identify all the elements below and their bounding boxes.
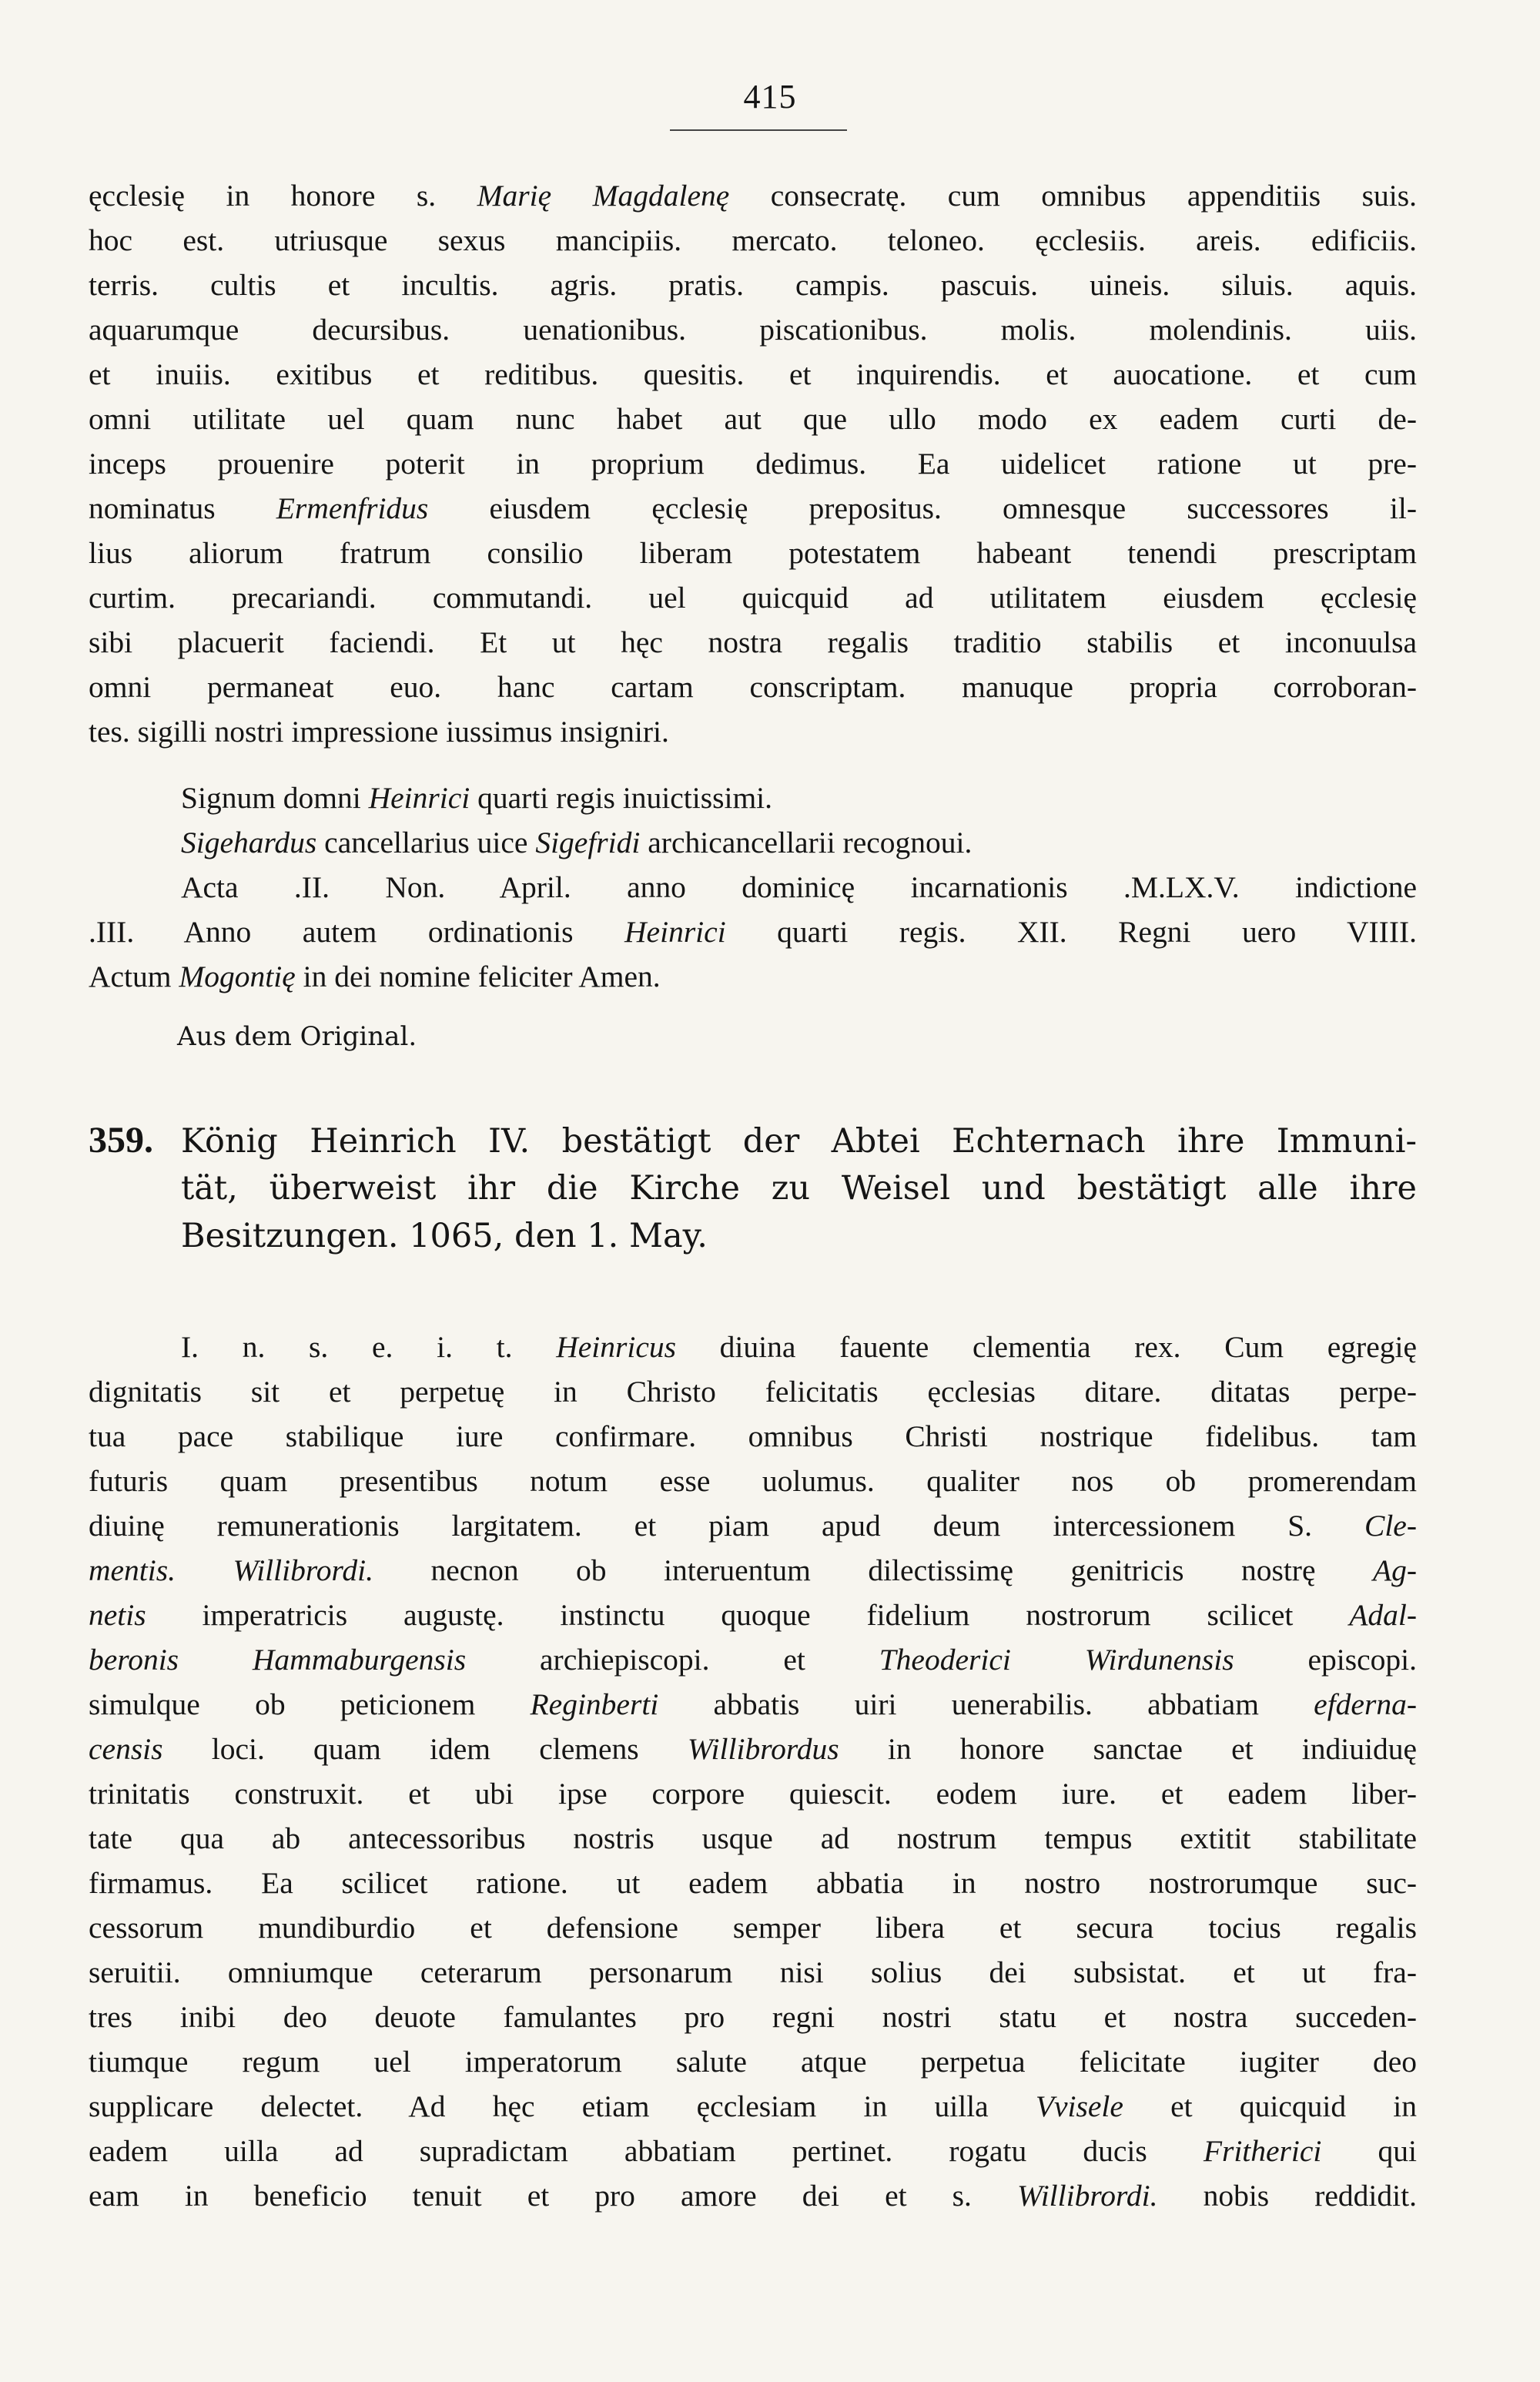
text: diuinę remunerationis largitatem. et piam apud deum intercessionem S. <box>89 1509 1364 1543</box>
signature-line <box>89 820 1417 865</box>
text-line <box>89 307 1417 352</box>
text: omni utilitate uel quam nunc habet aut que ullo modo ex eadem curti de- <box>89 402 1417 436</box>
page-number-rule <box>670 129 847 131</box>
text: archicancellarii recognoui. <box>640 826 973 859</box>
text-line <box>89 2173 1417 2218</box>
text: eadem uilla ad supradictam abbatiam pertinet. rogatu ducis <box>89 2134 1204 2168</box>
text: eam in beneficio tenuit et pro amore dei et s. <box>89 2179 1017 2213</box>
document-heading <box>89 1117 1417 1260</box>
text: Acta .II. Non. April. anno dominicę incarnationis .M.LX.V. indictione <box>181 870 1417 904</box>
text: simulque ob peticionem <box>89 1687 531 1721</box>
italic-text: Sigefridi <box>535 826 641 859</box>
italic-text: Vvisele <box>1035 2089 1123 2123</box>
text: omni permaneat euo. hanc cartam conscriptam. manuque propria corroboran- <box>89 670 1417 704</box>
text: firmamus. Ea scilicet ratione. ut eadem abbatia in nostro nostrorumque suc- <box>89 1866 1417 1900</box>
italic-text: Fritherici <box>1203 2134 1322 2168</box>
text: abbatis uiri uenerabilis. abbatiam <box>658 1687 1314 1721</box>
text: tate qua ab antecessoribus nostris usque ad nostrum tempus extitit stabilitate <box>89 1821 1417 1855</box>
text: in dei nomine feliciter Amen. <box>295 960 661 993</box>
signature-line <box>89 865 1417 910</box>
text-line <box>89 2129 1417 2173</box>
text: tua pace stabilique iure confirmare. omnibus Christi nostrique fidelibus. tam <box>89 1419 1417 1453</box>
text-line <box>89 1637 1417 1682</box>
text: sibi placuerit faciendi. Et ut hęc nostra regalis traditio stabilis et inconuulsa <box>89 625 1417 659</box>
italic-text: Adal- <box>1349 1598 1417 1632</box>
italic-text: Mogontię <box>179 960 296 993</box>
text: aquarumque decursibus. uenationibus. piscationibus. molis. molendinis. uiis. <box>89 313 1417 347</box>
text-line <box>89 1414 1417 1459</box>
text-line <box>89 1548 1417 1593</box>
text: episcopi. <box>1234 1643 1417 1677</box>
text: I. n. s. e. i. t. <box>181 1330 557 1364</box>
italic-text: Ag- <box>1372 1553 1417 1587</box>
signature-line <box>89 776 1417 820</box>
text: diuina fauente clementia rex. Cum egregię <box>675 1330 1417 1364</box>
text: ęcclesię in honore s. <box>89 179 477 213</box>
text: Actum <box>89 960 179 993</box>
text-line <box>89 218 1417 263</box>
text-line <box>89 1503 1417 1548</box>
text: tes. sigilli nostri impressione iussimus insigniri. <box>89 715 669 749</box>
italic-text: Willibrordus <box>687 1732 839 1766</box>
text: tres inibi deo deuote famulantes pro regni nostri statu et nostra succeden- <box>89 2000 1417 2034</box>
text: lius aliorum fratrum consilio liberam potestatem habeant tenendi prescriptam <box>89 536 1417 570</box>
text: curtim. precariandi. commutandi. uel quicquid ad utilitatem eiusdem ęcclesię <box>89 581 1417 615</box>
text-line <box>89 620 1417 665</box>
charter-signatures <box>89 776 1417 999</box>
italic-text: censis <box>89 1732 163 1766</box>
text: nobis reddidit. <box>1157 2179 1417 2213</box>
text: cessorum mundiburdio et defensione semper libera et secura tocius regalis <box>89 1911 1417 1945</box>
text: inceps prouenire poterit in proprium dedimus. Ea uidelicet ratione ut pre- <box>89 447 1417 481</box>
italic-text: Willibrordi. <box>233 1553 374 1587</box>
document-number: 359. <box>89 1120 153 1161</box>
text-line <box>89 709 1417 754</box>
text-line <box>89 441 1417 486</box>
text: futuris quam presentibus notum esse uolumus. qualiter nos ob promerendam <box>89 1464 1417 1498</box>
text: Signum domni <box>181 781 369 815</box>
text-line <box>89 1727 1417 1771</box>
text: terris. cultis et incultis. agris. pratis. campis. pascuis. uineis. siluis. aquis. <box>89 268 1417 302</box>
text-line <box>89 263 1417 307</box>
italic-text: Cle- <box>1364 1509 1417 1543</box>
text: hoc est. utriusque sexus mancipiis. mercato. teloneo. ęcclesiis. areis. edificiis. <box>89 223 1417 257</box>
text-line <box>89 1325 1417 1369</box>
heading-line-3: Besitzungen. 1065, den 1. May. <box>181 1217 708 1255</box>
text-line <box>89 173 1417 218</box>
text: in honore sanctae et indiuiduę <box>839 1732 1417 1766</box>
italic-text: Theoderici Wirdunensis <box>879 1643 1234 1677</box>
heading-line-1 <box>89 1117 1417 1164</box>
text-line <box>89 1459 1417 1503</box>
text: dignitatis sit et perpetuę in Christo felicitatis ęcclesias ditare. ditatas perpe- <box>89 1375 1417 1409</box>
italic-text: mentis. <box>89 1553 176 1587</box>
italic-text: Willibrordi. <box>1016 2179 1158 2213</box>
italic-text: Reginberti <box>530 1687 659 1721</box>
charter-text-continued <box>89 173 1417 754</box>
italic-text: Ermenfridus <box>276 491 429 525</box>
text: imperatricis augustę. instinctu quoque fidelium nostrorum scilicet <box>146 1598 1350 1632</box>
italic-text: beronis Hammaburgensis <box>89 1643 467 1677</box>
text-line <box>89 1771 1417 1816</box>
text-line <box>89 486 1417 531</box>
italic-text: Sigehardus <box>181 826 317 859</box>
text-line <box>89 1905 1417 1950</box>
italic-text: Heinrici <box>368 781 470 815</box>
heading-text: König Heinrich IV. bestätigt der Abtei Echternach ihre Immuni- <box>181 1122 1417 1161</box>
text-line <box>89 1593 1417 1637</box>
text-line <box>89 1995 1417 2039</box>
text: consecratę. cum omnibus appenditiis suis. <box>729 179 1417 213</box>
text: et inuiis. exitibus et reditibus. quesitis. et inquirendis. et auocatione. et cum <box>89 357 1417 391</box>
text-line <box>89 1682 1417 1727</box>
text: et quicquid in <box>1123 2089 1417 2123</box>
text-line <box>89 1816 1417 1861</box>
text <box>176 1553 233 1587</box>
text-line <box>89 665 1417 709</box>
text: .III. Anno autem ordinationis <box>89 915 625 949</box>
text-line <box>89 575 1417 620</box>
text: quarti regis. XII. Regni uero VIIII. <box>725 915 1418 949</box>
text: eiusdem ęcclesię prepositus. omnesque successores il- <box>428 491 1417 525</box>
text-line <box>89 2084 1417 2129</box>
text-line <box>89 1950 1417 1995</box>
italic-text: Marię Magdalenę <box>477 179 730 213</box>
italic-text: efderna- <box>1314 1687 1417 1721</box>
heading-line-2: tät, überweist ihr die Kirche zu Weisel und bestätigt alle ihre <box>181 1169 1417 1208</box>
text-line <box>89 2039 1417 2084</box>
text-line <box>89 531 1417 575</box>
text: seruitii. omniumque ceterarum personarum nisi solius dei subsistat. et ut fra- <box>89 1955 1417 1989</box>
text: cancellarius uice <box>316 826 536 859</box>
text-line <box>89 1369 1417 1414</box>
text: tiumque regum uel imperatorum salute atque perpetua felicitate iugiter deo <box>89 2045 1417 2079</box>
source-note: Aus dem Original. <box>177 1021 417 1052</box>
text-line <box>89 352 1417 397</box>
signature-line <box>89 910 1417 954</box>
text: qui <box>1321 2134 1417 2168</box>
text-line <box>89 397 1417 441</box>
italic-text: Heinricus <box>556 1330 676 1364</box>
italic-text: netis <box>89 1598 146 1632</box>
signature-line <box>89 954 1417 999</box>
page-number: 415 <box>743 78 797 116</box>
text: supplicare delectet. Ad hęc etiam ęcclesiam in uilla <box>89 2089 1036 2123</box>
text: quarti regis inuictissimi. <box>470 781 773 815</box>
text: necnon ob interuentum dilectissimę genitricis nostrę <box>373 1553 1373 1587</box>
italic-text: Heinrici <box>624 915 726 949</box>
text: loci. quam idem clemens <box>162 1732 688 1766</box>
text: archiepiscopi. et <box>466 1643 879 1677</box>
text-line <box>89 1861 1417 1905</box>
text: trinitatis construxit. et ubi ipse corpore quiescit. eodem iure. et eadem liber- <box>89 1777 1417 1811</box>
charter-text <box>89 1325 1417 2218</box>
text: nominatus <box>89 491 276 525</box>
